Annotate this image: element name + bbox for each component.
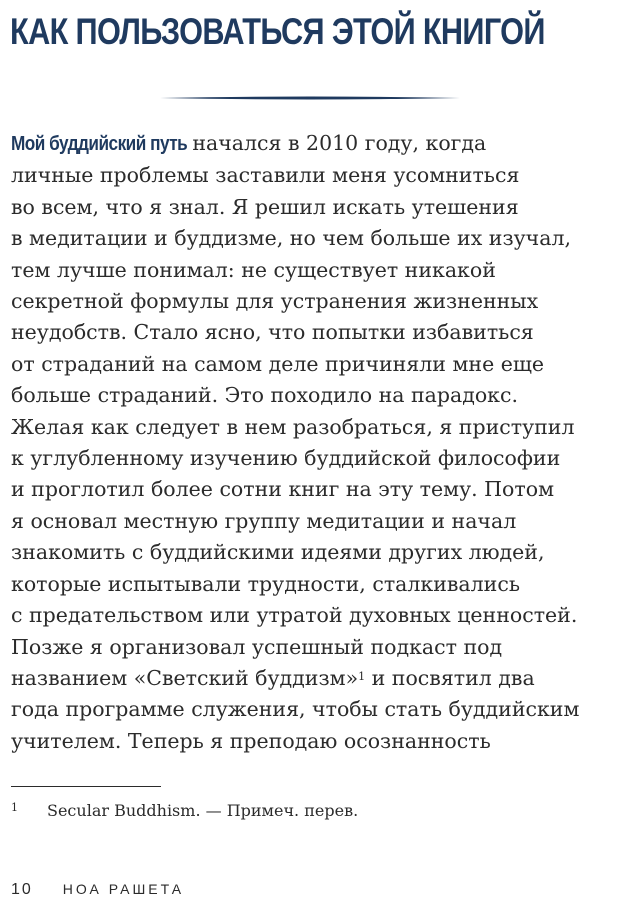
text-line-17: Позже я организовал успешный подкаст под xyxy=(11,634,503,659)
page-footer xyxy=(11,881,184,899)
text-line-8: от страданий на самом деле причиняли мне еще xyxy=(11,351,545,376)
footnote-text: Secular Buddhism. — Примеч. перев. xyxy=(47,801,359,820)
chapter-heading: КАК ПОЛЬЗОВАТЬСЯ ЭТОЙ КНИГОЙ xyxy=(10,11,545,52)
text-line-4: в медитации и буддизме, но чем больше их изучал, xyxy=(11,226,571,251)
text-line-18: названием «Светский буддизм»$^1$ и посвятил два xyxy=(11,665,535,690)
text-line-5: тем лучше понимал: не существует никакой xyxy=(11,257,496,282)
text-line-15: которые испытывали трудности, сталкивались xyxy=(11,571,520,596)
text-line-13: я основал местную группу медитации и начал xyxy=(11,508,517,533)
text-line-11: к углубленному изучению буддийской философии xyxy=(11,446,561,471)
text-line-9: больше страданий. Это походило на парадокс. xyxy=(11,383,518,408)
text-line-12: и проглотил более сотни книг на эту тему. Потом xyxy=(11,477,555,502)
text-line-16: с предательством или утратой духовных ценностей. xyxy=(11,603,578,628)
running-author: НОА РАШЕТА xyxy=(62,881,185,897)
footnote-divider xyxy=(11,786,161,787)
footnote-reference[interactable]: 1 xyxy=(358,669,366,683)
text-line-20: учителем. Теперь я преподаю осознанность xyxy=(11,728,491,753)
text-line-2: личные проблемы заставили меня усомниться xyxy=(11,163,520,188)
lead-in: Мой буддийский путь xyxy=(11,133,188,155)
page-number: 10 xyxy=(11,881,33,898)
text-line-6: секретной формулы для устранения жизненных xyxy=(11,289,539,314)
text-line-7: неудобств. Стало ясно, что попытки избавиться xyxy=(11,320,534,345)
decorative-divider xyxy=(160,96,460,100)
footnote-number: 1 xyxy=(11,801,18,814)
text-line-1: Мой буддийский путь начался в 2010 году, когда xyxy=(11,128,620,160)
text-line-14: знакомить с буддийскими идеями других людей, xyxy=(11,540,545,565)
text-line-19: года программе служения, чтобы стать буддийским xyxy=(11,697,580,722)
text-line-3: во всем, что я знал. Я решил искать утешения xyxy=(11,194,519,219)
body-paragraph xyxy=(11,128,620,757)
text-line-10: Желая как следует в нем разобраться, я приступил xyxy=(11,414,575,439)
